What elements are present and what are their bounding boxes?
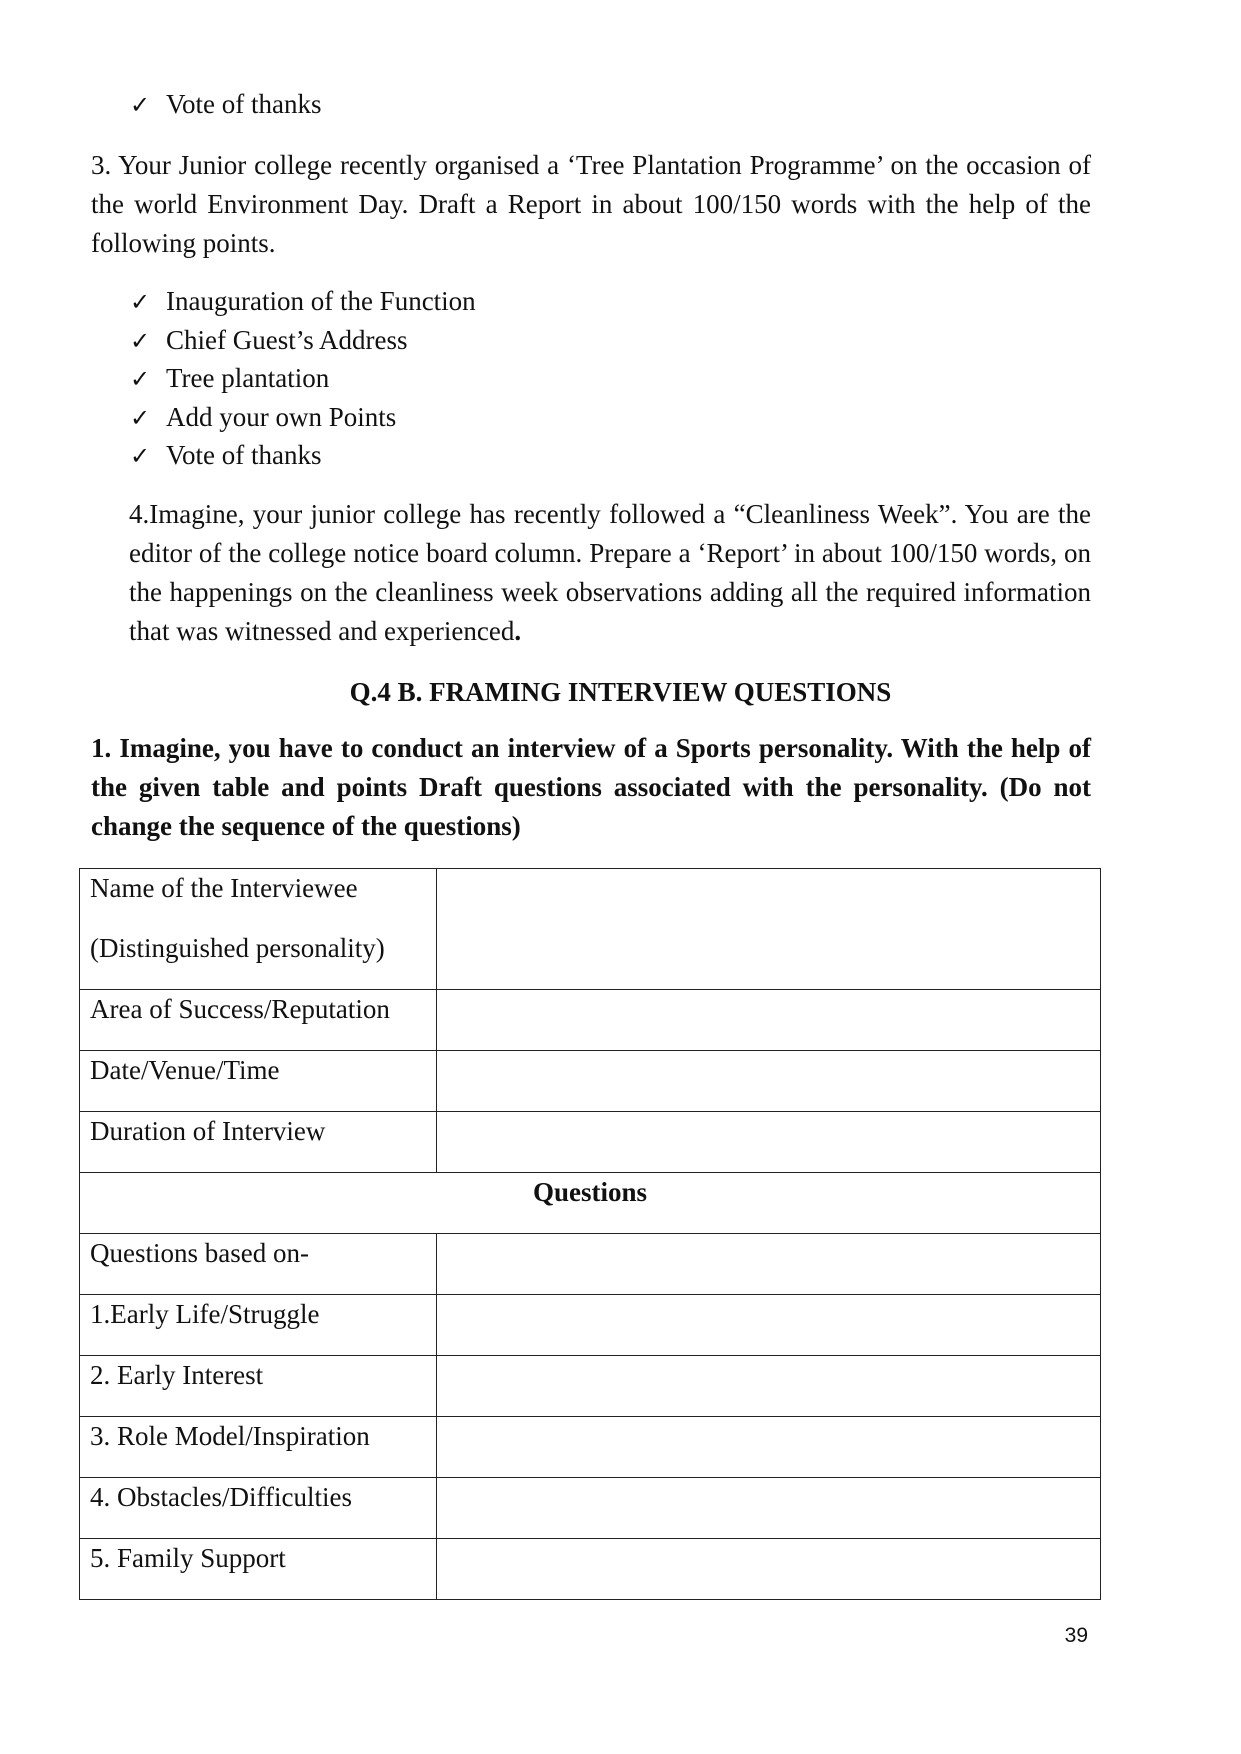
- list-item: ✓ Vote of thanks: [130, 436, 476, 475]
- continued-points-list: [130, 85, 322, 124]
- questions-header: Questions: [80, 1173, 1101, 1234]
- answer-cell[interactable]: [437, 1356, 1101, 1417]
- answer-cell[interactable]: [437, 869, 1101, 990]
- table-row: [80, 1051, 1101, 1112]
- list-item: ✓ Inauguration of the Function: [130, 282, 476, 321]
- table-row: [80, 1417, 1101, 1478]
- list-item: ✓ Vote of thanks: [130, 85, 322, 124]
- table-row: [80, 1112, 1101, 1173]
- label-cell: 1.Early Life/Struggle: [80, 1295, 437, 1356]
- check-mark-icon: ✓: [130, 326, 151, 355]
- table-row: [80, 1173, 1101, 1234]
- section-heading: Q.4 B. FRAMING INTERVIEW QUESTIONS: [349, 677, 892, 707]
- table-row: [80, 1356, 1101, 1417]
- label-cell: Area of Success/Reputation: [80, 990, 437, 1051]
- label-cell: 5. Family Support: [80, 1539, 437, 1600]
- table-row: [80, 1234, 1101, 1295]
- check-mark-icon: ✓: [130, 365, 151, 393]
- label-cell: 3. Role Model/Inspiration: [80, 1417, 437, 1478]
- table-row: [80, 990, 1101, 1051]
- table-row: [80, 869, 1101, 990]
- list-item: ✓ Add your own Points: [130, 398, 476, 437]
- list-item: ✓ Tree plantation: [130, 359, 476, 398]
- answer-cell[interactable]: [437, 1051, 1101, 1112]
- label-cell: Duration of Interview: [80, 1112, 437, 1173]
- answer-cell[interactable]: [437, 990, 1101, 1051]
- answer-cell[interactable]: [437, 1112, 1101, 1173]
- check-mark-icon: ✓: [130, 91, 151, 119]
- answer-cell[interactable]: [437, 1539, 1101, 1600]
- question-3-text: 3. Your Junior college recently organised a ‘Tree Plantation Programme’ on the occasion of the world Environment Day. Draft a Report in about 100/150 words with the help of the following points.: [91, 150, 1091, 258]
- label-cell: Questions based on-: [80, 1234, 437, 1295]
- label-cell: 2. Early Interest: [80, 1356, 437, 1417]
- question-4-text: 4.Imagine, your junior college has recently followed a “Cleanliness Week”. You are the editor of the college notice board column. Prepare a ‘Report’ in about 100/150 words, on the happenings on the cleanliness week observations adding all the required information that was witnessed and experienced.: [129, 499, 1091, 646]
- answer-cell[interactable]: [437, 1234, 1101, 1295]
- check-mark-icon: ✓: [130, 403, 151, 432]
- table-row: [80, 1539, 1101, 1600]
- check-mark-icon: ✓: [130, 442, 151, 470]
- table-row: [80, 1478, 1101, 1539]
- list-item: ✓ Chief Guest’s Address: [130, 321, 476, 360]
- label-cell: Name of the Interviewee (Distinguished personality): [80, 869, 437, 990]
- answer-cell[interactable]: [437, 1478, 1101, 1539]
- check-mark-icon: ✓: [130, 288, 151, 316]
- answer-cell[interactable]: [437, 1295, 1101, 1356]
- interview-question-1: 1. Imagine, you have to conduct an interview of a Sports personality. With the help of the given table and points Draft questions associated with the personality. (Do not change the sequence of the questions): [91, 733, 1091, 841]
- answer-cell[interactable]: [437, 1417, 1101, 1478]
- label-cell: Date/Venue/Time: [80, 1051, 437, 1112]
- interview-table: [79, 868, 1101, 1600]
- question-3-points: [130, 282, 476, 475]
- table-row: [80, 1295, 1101, 1356]
- label-cell: 4. Obstacles/Difficulties: [80, 1478, 437, 1539]
- page-number: 39: [1064, 1624, 1088, 1647]
